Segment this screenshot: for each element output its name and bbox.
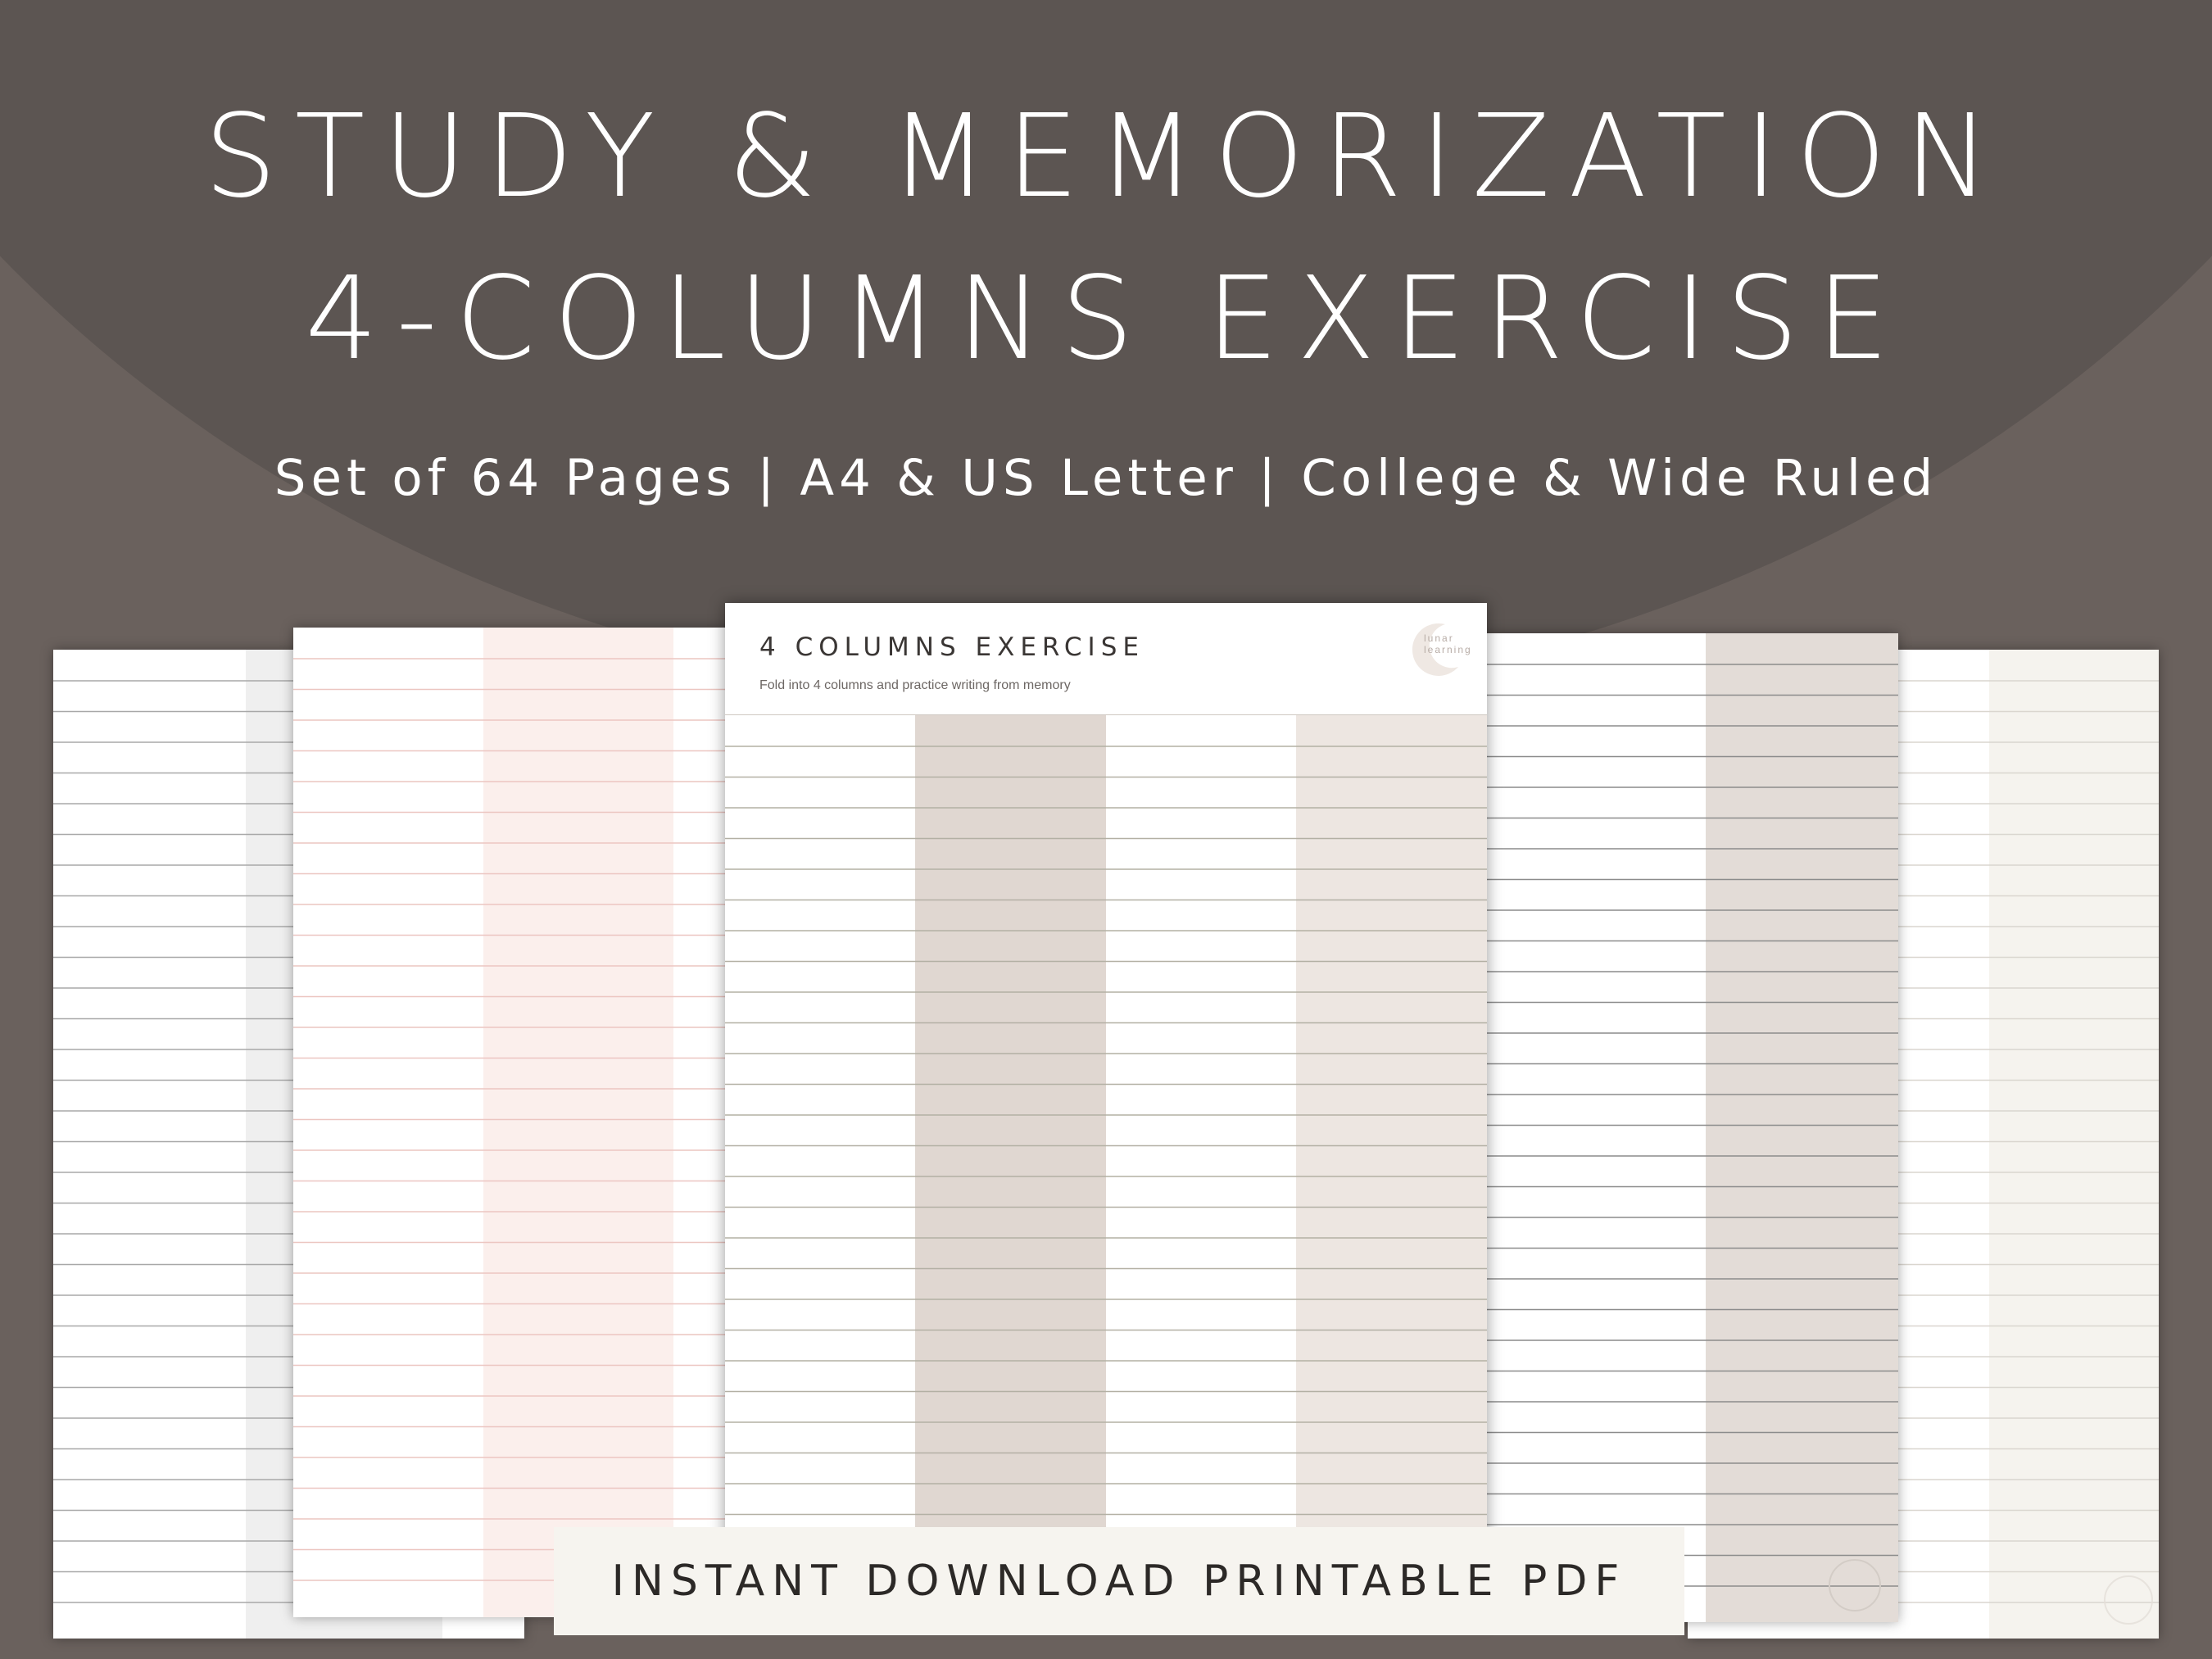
crescent-moon-icon bbox=[1829, 1559, 1881, 1611]
download-banner bbox=[554, 1527, 1684, 1635]
ruled-lines bbox=[1452, 633, 1898, 1622]
ruled-lines bbox=[293, 628, 768, 1617]
page-header bbox=[725, 603, 1487, 714]
logo-text-lunar: lunar bbox=[1424, 632, 1454, 644]
page-title: 4 COLUMNS EXERCISE bbox=[759, 632, 1145, 662]
shaded-column bbox=[1296, 714, 1487, 1622]
page-pink bbox=[293, 628, 768, 1617]
page-taupe-right bbox=[1452, 633, 1898, 1622]
shaded-column bbox=[915, 714, 1106, 1622]
logo-text-learning: learning bbox=[1424, 644, 1472, 655]
page-front bbox=[725, 603, 1487, 1622]
lunar-learning-logo bbox=[1407, 619, 1472, 680]
hero-subtitle: Set of 64 Pages | A4 & US Letter | College & Wide Ruled bbox=[274, 449, 1938, 507]
hero-title-line-1: STUDY & MEMORIZATION bbox=[203, 90, 2009, 224]
shaded-column bbox=[483, 628, 673, 1617]
crescent-moon-icon bbox=[2104, 1575, 2153, 1625]
shaded-column bbox=[1989, 650, 2159, 1639]
banner-text: INSTANT DOWNLOAD PRINTABLE PDF bbox=[611, 1557, 1627, 1606]
hero-title-line-2: 4-COLUMNS EXERCISE bbox=[305, 252, 1907, 386]
page-subtitle: Fold into 4 columns and practice writing from memory bbox=[759, 678, 1071, 692]
ruled-lines bbox=[725, 603, 1487, 1622]
shaded-column bbox=[1706, 633, 1898, 1622]
